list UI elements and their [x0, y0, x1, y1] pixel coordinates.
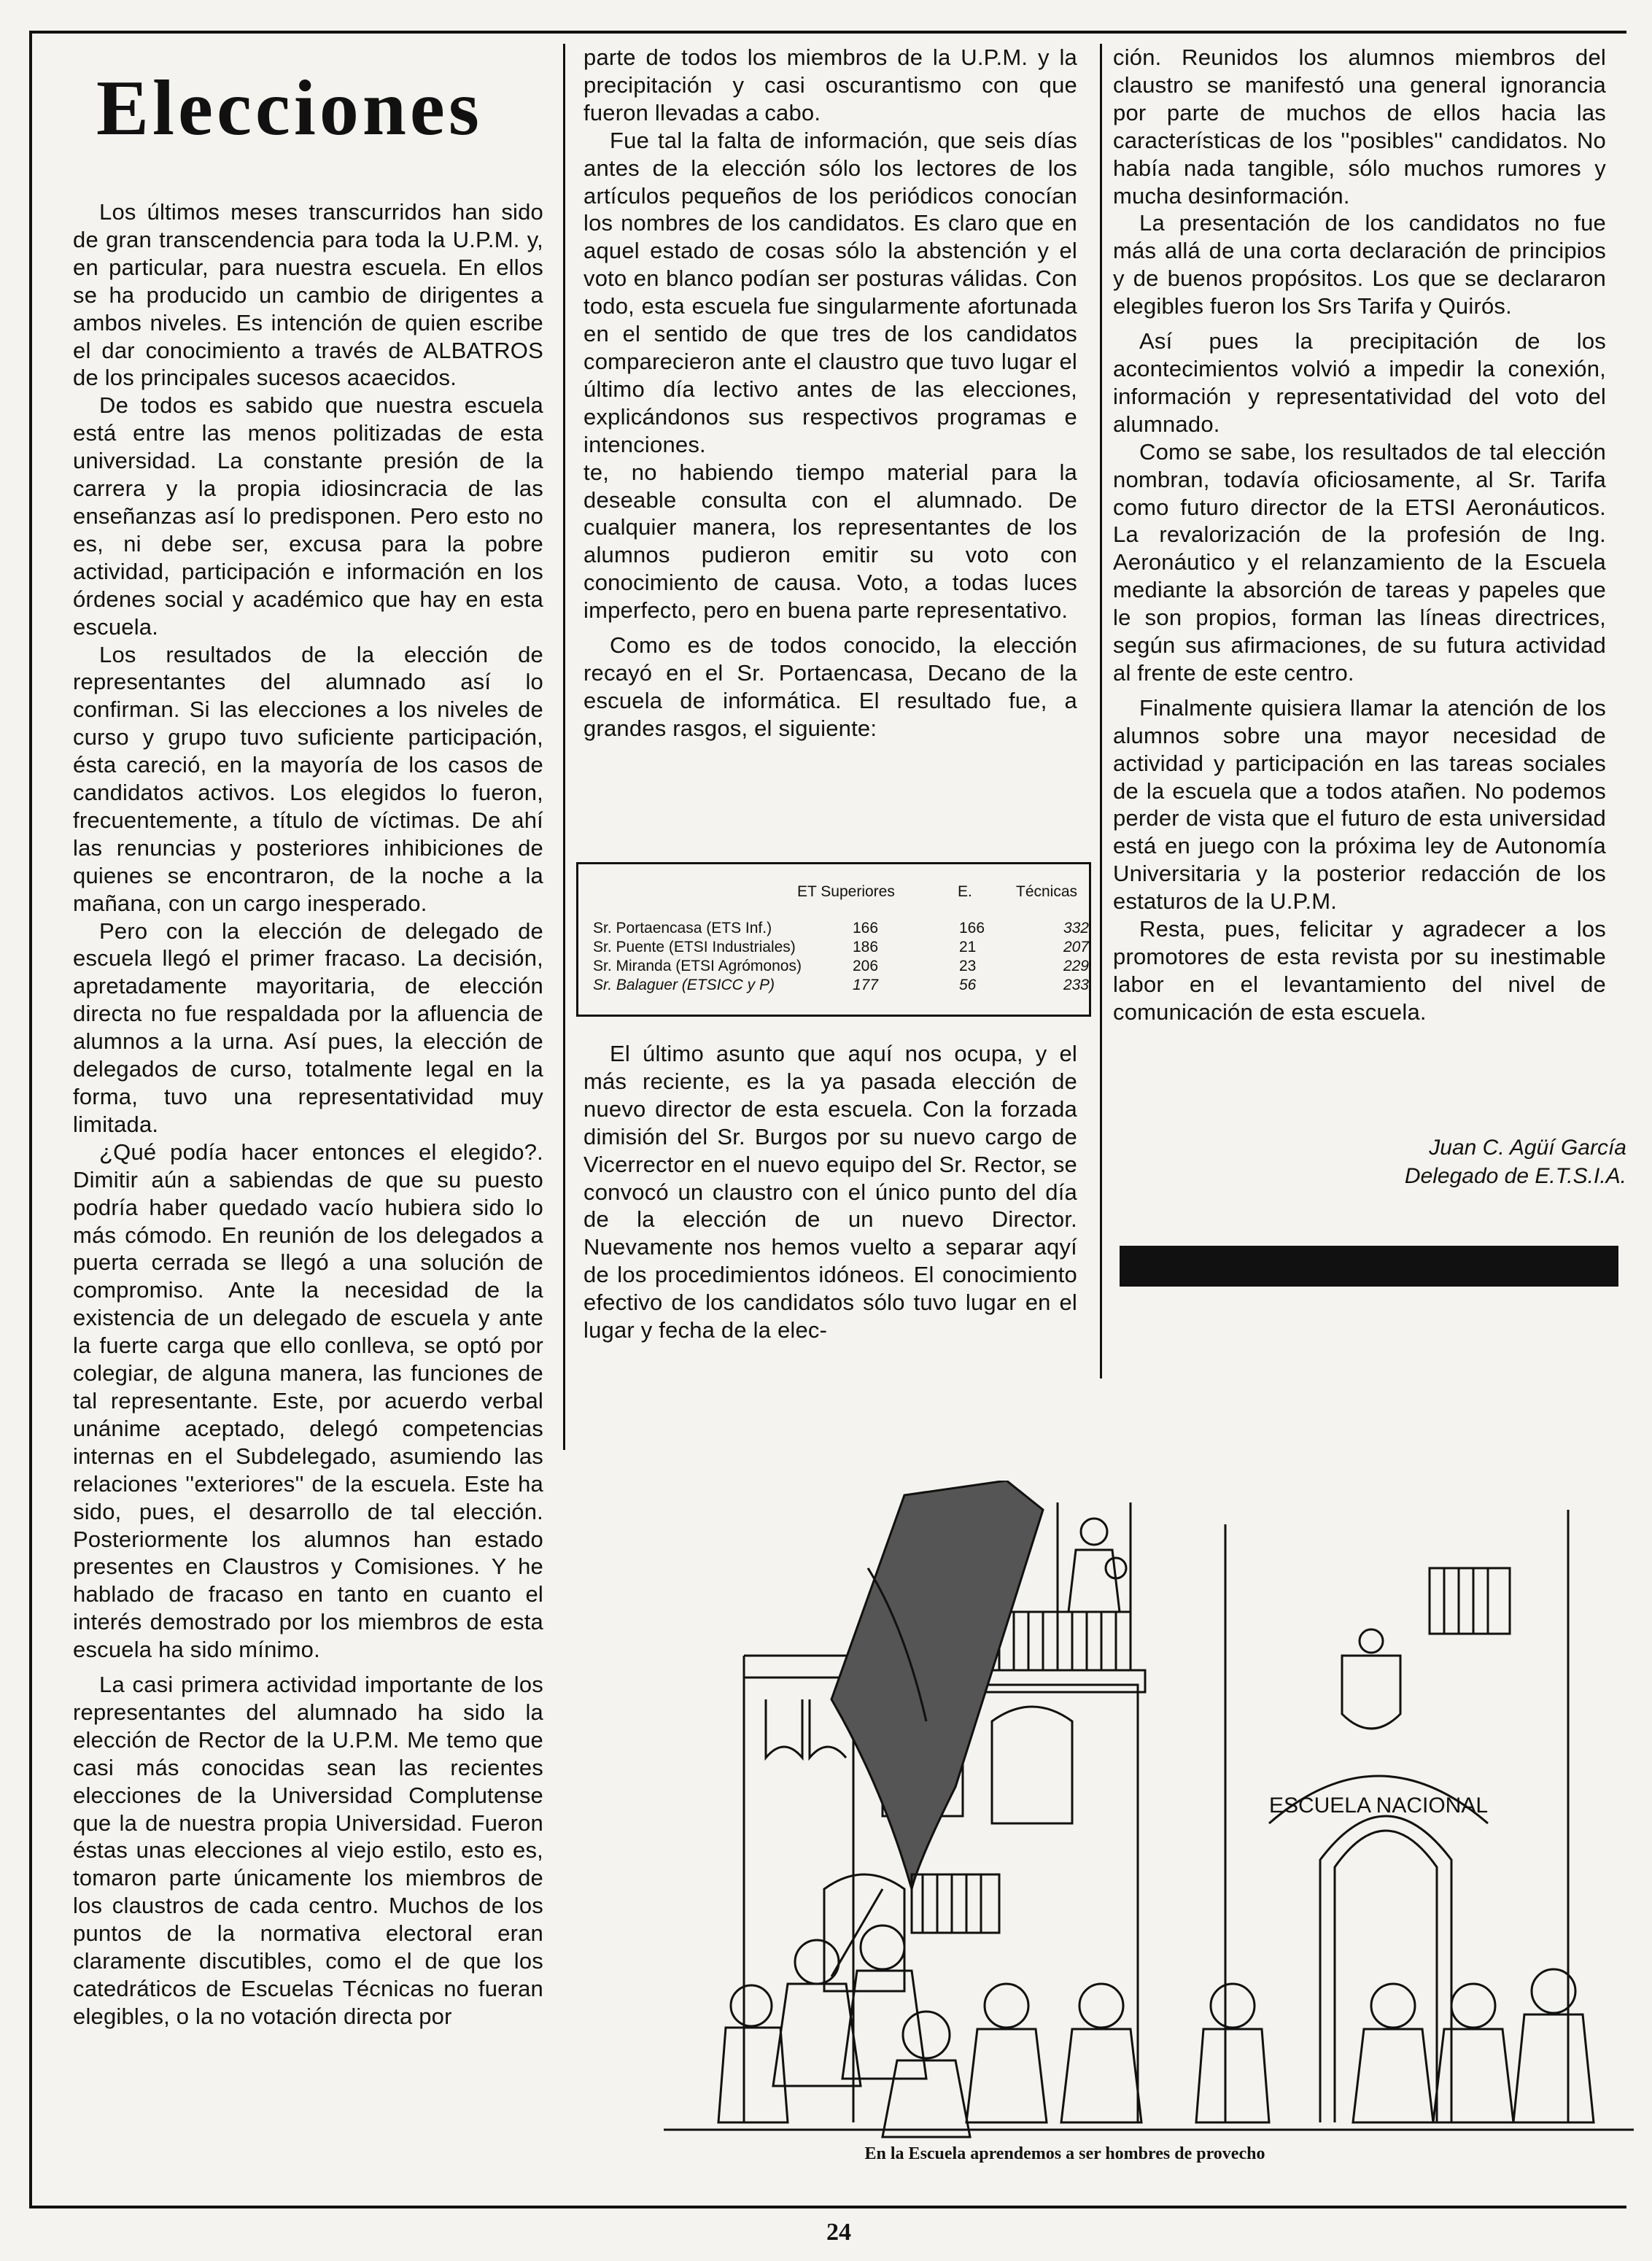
votes-e: 56	[959, 977, 977, 993]
votes-superiores: 166	[853, 920, 879, 936]
paragraph: Como se sabe, los resultados de tal elección nombran, todavía oficiosamente, al Sr. Tarifa como futuro director de la ETSI Aeronáuticos. La revalorización de la profesión de Ing. Aeronáutico y el relanzamiento de la Escuela mediante la absorción de tareas y papeles que le son propios, forman las líneas directrices, según sus afirmaciones, de su futura actividad al frente de este centro.	[1113, 438, 1606, 686]
paragraph: El último asunto que aquí nos ocupa, y el más reciente, es la ya pasada elección de nuevo director de esta escuela. Con la forzada dimisión del Sr. Burgos por su nuevo cargo de Vicerrector en el nuevo equipo del Sr. Rector, se convocó un claustro con el único punto del día de la elección de un nuevo Director. Nuevamente nos hemos vuelto a separar aqyí de los procedimientos idóneos. El conocimiento efectivo de los candidatos sólo tuvo lugar en el lugar y fecha de la elec-	[583, 1041, 1077, 1343]
paragraph: Los resultados de la elección de representantes del alumnado así lo confirman. Si las elecciones a los niveles de curso y grupo tuvo suficiente participación, ésta careció, en la mayoría de los casos de candidatos activos. Los elegidos lo fueron, frecuentemente, a título de víctimas. De ahí las renuncias y posteriores inhibiciones de quienes se encontraron, de la noche a la mañana, con un cargo inesperado.	[73, 641, 543, 916]
column-rule-1	[563, 44, 565, 1450]
page-frame-bottom	[29, 2206, 1626, 2208]
article-column-2-continued	[583, 1040, 1077, 1344]
school-illustration	[664, 1481, 1634, 2144]
page-frame-left	[29, 31, 32, 2208]
paragraph: Resta, pues, felicitar y agradecer a los promotores de esta revista por su inestimable labor en el levantamiento del nivel de comunicación de esta escuela.	[1113, 916, 1606, 1025]
votes-superiores: 186	[853, 939, 879, 955]
election-results-table	[576, 862, 1091, 1017]
votes-e: 21	[959, 939, 977, 955]
column-rule-2	[1100, 44, 1102, 1378]
article-title: Elecciones	[96, 65, 483, 152]
paragraph: ción. Reunidos los alumnos miembros del claustro se manifestó una general ignorancia por parte de muchos de ellos hacia las características de los ''posibles'' candidatos. No había nada tangible, sólo muchos rumores y mucha desinformación.	[1113, 44, 1606, 209]
paragraph: Como es de todos conocido, la elección recayó en el Sr. Portaencasa, Decano de la escuela de informática. El resultado fue, a grandes rasgos, el siguiente:	[583, 632, 1077, 741]
votes-tecnicas: 233	[1063, 977, 1089, 993]
paragraph: Finalmente quisiera llamar la atención de los alumnos sobre una mayor necesidad de actividad y participación en las tareas sociales de la escuela que a todos atañen. No podemos perder de vista que el futuro de esta universidad está en juego con la próxima ley de Autonomía Universitaria y la posterior redacción de los estaturos de la U.P.M.	[1113, 694, 1606, 915]
page-frame-top	[29, 31, 1626, 34]
page-number: 24	[826, 2219, 851, 2246]
school-sign-text: ESCUELA NACIONAL	[1268, 1793, 1489, 1818]
table-row	[593, 975, 1089, 994]
article-column-3	[1113, 44, 1606, 1026]
votes-e: 23	[959, 958, 977, 974]
candidate-name: Sr. Portaencasa (ETS Inf.)	[593, 920, 772, 936]
candidate-name: Sr. Miranda (ETSI Agrómonos)	[593, 958, 802, 974]
paragraph: te, no habiendo tiempo material para la deseable consulta con el alumnado. De cualquier manera, los representantes de los alumnos pudieron emitir su voto con conocimiento de causa. Voto, a todas luces imperfecto, pero en buena parte representativo.	[583, 459, 1077, 624]
candidate-name: Sr. Puente (ETSI Industriales)	[593, 939, 796, 955]
article-column-2	[583, 44, 1077, 742]
table-header-tecnicas: Técnicas	[1016, 883, 1078, 900]
table-row	[593, 937, 1089, 956]
table-header-superiores: ET Superiores	[797, 883, 895, 900]
paragraph: La casi primera actividad importante de los representantes del alumnado ha sido la elección de Rector de la U.P.M. Me temo que casi más conocidas sean las recientes elecciones de la Universidad Complutense que la de nuestra propia Universidad. Fueron éstas unas elecciones al viejo estilo, esto es, tomaron parte únicamente los miembros de los claustros de cada centro. Muchos de los puntos de la normativa electoral eran claramente discutibles, como el de que los catedráticos de Escuelas Técnicas no fueran elegibles, o la no votación directa por	[73, 1672, 543, 2029]
paragraph: La presentación de los candidatos no fue más allá de una corta declaración de principios y de buenos propósitos. Los que se declararon elegibles fueron los Srs Tarifa y Quirós.	[1113, 210, 1606, 319]
paragraph: De todos es sabido que nuestra escuela está entre las menos politizadas de esta universidad. La constante presión de la carrera y la propia idiosincracia de las enseñanzas así lo predisponen. Pero esto no es, ni debe ser, excusa para la pobre actividad, participación e información en los órdenes social y académico que hay en esta escuela.	[73, 392, 543, 640]
paragraph: parte de todos los miembros de la U.P.M. y la precipitación y casi oscurantismo con que fueron llevadas a cabo.	[583, 44, 1077, 125]
paragraph: Fue tal la falta de información, que seis días antes de la elección sólo los lectores de los artículos pequeños de los periódicos conocían los nombres de los candidatos. Es claro que en aquel estado de cosas sólo la abstención y el voto en blanco podían ser posturas válidas. Con todo, esta escuela fue singularmente afortunada en el sentido de que tres de los candidatos comparecieron ante el claustro que tuvo lugar el último día lectivo antes de las elecciones, explicándonos sus respectivos programas e intenciones.	[583, 127, 1077, 457]
author-name: Juan C. Agüí García	[1429, 1136, 1626, 1160]
paragraph: Los últimos meses transcurridos han sido de gran transcendencia para toda la U.P.M. y, en particular, para nuestra escuela. En ellos se ha producido un cambio de dirigentes a ambos niveles. Es intención de quien escribe el dar conocimiento a través de ALBATROS de los principales sucesos acaecidos.	[73, 199, 543, 391]
paragraph: Así pues la precipitación de los acontecimientos volvió a impedir la conexión, información y representatividad del voto del alumnado.	[1113, 328, 1606, 437]
paragraph: Pero con la elección de delegado de escuela llegó el primer fracaso. La decisión, apretadamente mayoritaria, de elección directa no fue respaldada por la afluencia de alumnos a la urna. Así pues, la elección de delegados de curso, totalmente legal en la forma, tuvo una representatividad muy limitada.	[73, 918, 543, 1137]
votes-tecnicas: 229	[1063, 958, 1089, 974]
table-row	[593, 956, 1089, 975]
article-column-1	[73, 198, 543, 2031]
table-header-e: E.	[958, 883, 972, 900]
author-role: Delegado de E.T.S.I.A.	[1404, 1164, 1626, 1188]
votes-e: 166	[959, 920, 985, 936]
candidate-name: Sr. Balaguer (ETSICC y P)	[593, 977, 775, 993]
votes-superiores: 177	[853, 977, 879, 993]
illustration-caption: En la Escuela aprendemos a ser hombres de provecho	[864, 2144, 1265, 2163]
votes-tecnicas: 332	[1063, 920, 1089, 936]
table-row	[593, 918, 1089, 937]
decorative-black-bar	[1120, 1246, 1618, 1287]
votes-tecnicas: 207	[1063, 939, 1089, 955]
votes-superiores: 206	[853, 958, 879, 974]
paragraph: ¿Qué podía hacer entonces el elegido?. Dimitir aún a sabiendas de que su puesto podría haber quedado vacío hubiera sido lo más cómodo. En reunión de los delegados a puerta cerrada se llegó a una solución de compromiso. Ante la necesidad de la existencia de un delegado de escuela y ante la fuerte carga que ello conlleva, se optó por colegiar, de alguna manera, las funciones de tal representante. Este, por acuerdo verbal unánime aceptado, delegó competencias internas en el Subdelegado, asumiendo las relaciones ''exteriores'' de la escuela. Este ha sido, pues, el desarrollo de tal elección. Posteriormente los alumnos han estado presentes en Claustros y Comisiones. Y he hablado de fracaso en tanto en cuanto el interés demostrado por los miembros de esta escuela ha sido mínimo.	[73, 1139, 543, 1663]
